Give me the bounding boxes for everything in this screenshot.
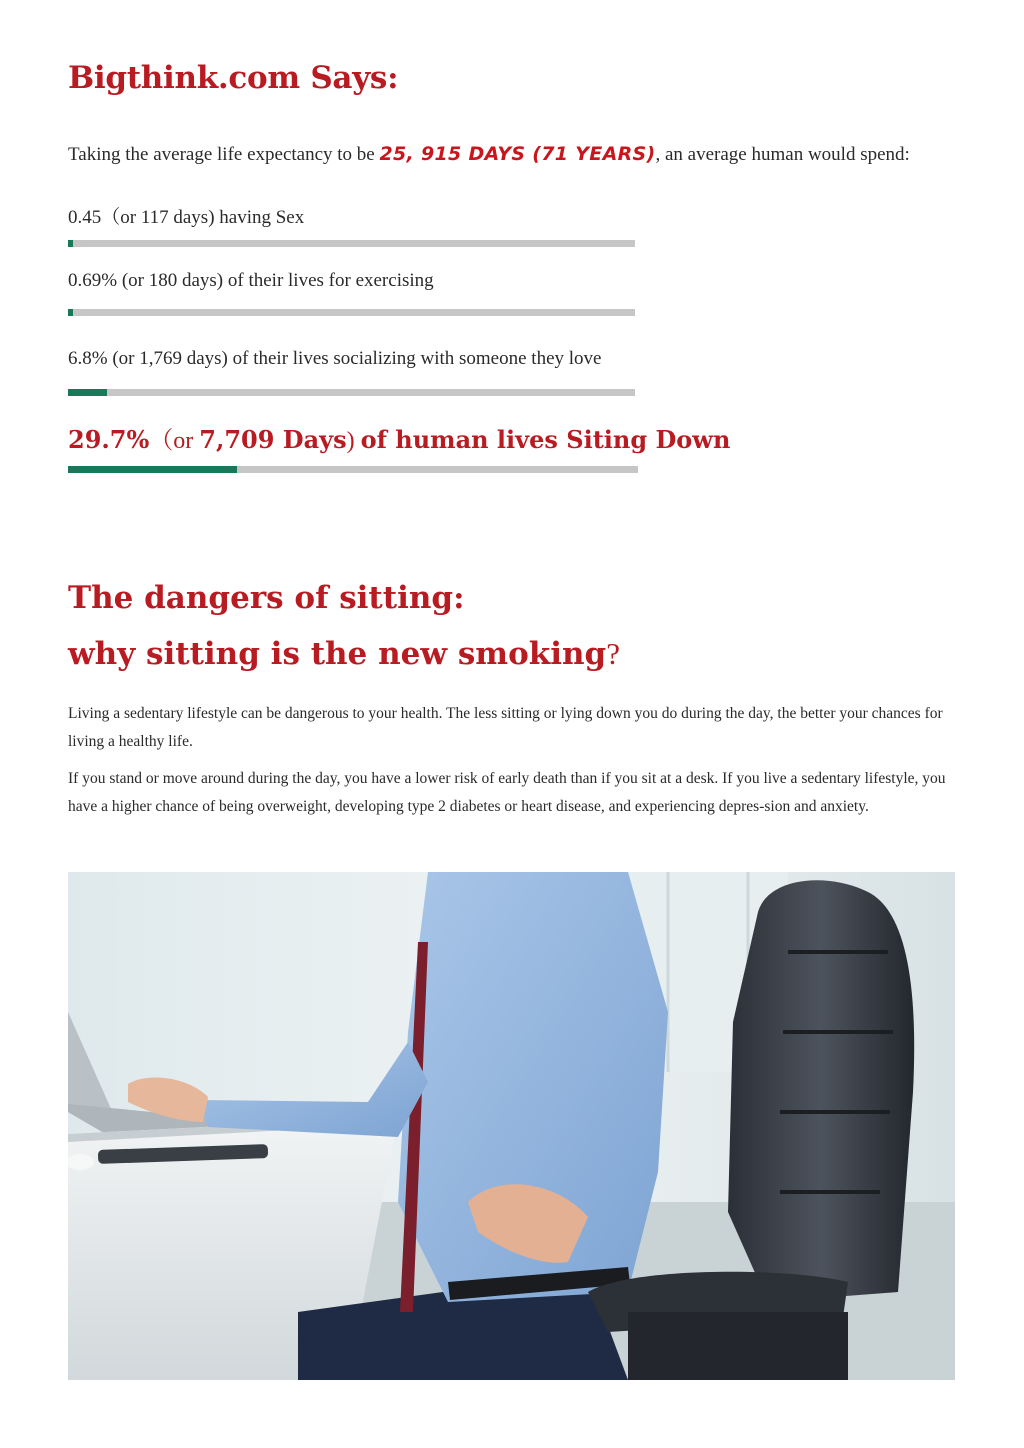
stat-label-sitting xyxy=(68,420,730,455)
section-heading-dangers xyxy=(68,570,620,682)
office-back-pain-photo xyxy=(68,872,955,1380)
intro-before: Taking the average life expectancy to be xyxy=(68,144,380,165)
stat-bar-fill xyxy=(68,389,107,396)
stat-bar-sex xyxy=(68,240,635,247)
life-expectancy-highlight: 25, 915 DAYS (71 YEARS) xyxy=(379,143,656,165)
stat-label-socializing: 6.8% (or 1,769 days) of their lives socializing with someone they love xyxy=(68,348,602,369)
sitting-percent: 29.7% xyxy=(68,425,150,454)
stat-label-sex: 0.45（or 117 days) having Sex xyxy=(68,207,305,228)
section-heading-bigthink: Bigthink.com Says: xyxy=(68,60,399,96)
body-paragraph-2: If you stand or move around during the day, you have a lower risk of early death than if you sit at a desk. If you live a sedentary lifestyle, you have a higher chance of being overweight, developing type 2 diabetes or heart disease, and experiencing depres-sion and anxiety. xyxy=(68,770,946,815)
stat-label-exercise: 0.69% (or 180 days) of their lives for exercising xyxy=(68,270,434,291)
stat-bar-fill xyxy=(68,466,237,473)
intro-text xyxy=(68,143,910,166)
body-paragraph-1: Living a sedentary lifestyle can be dangerous to your health. The less sitting or lying down you do during the day, the better your chances for living a healthy life. xyxy=(68,705,943,750)
stat-bar-sitting xyxy=(68,466,638,473)
dangers-heading-question: ? xyxy=(606,636,620,671)
sitting-desc: of human lives Siting Down xyxy=(360,425,731,454)
stat-bar-socializing xyxy=(68,389,635,396)
stat-bar-fill xyxy=(68,240,73,247)
intro-after: , an average human would spend: xyxy=(655,144,910,165)
dangers-heading-line1: The dangers of sitting: xyxy=(68,580,465,616)
stat-bar-fill xyxy=(68,309,73,316)
sitting-paren-open: （or xyxy=(149,428,200,454)
dangers-heading-line2: why sitting is the new smoking xyxy=(68,636,607,672)
sitting-days: 7,709 Days xyxy=(199,425,347,454)
sitting-paren-close: ) xyxy=(346,428,361,454)
stat-bar-exercise xyxy=(68,309,635,316)
